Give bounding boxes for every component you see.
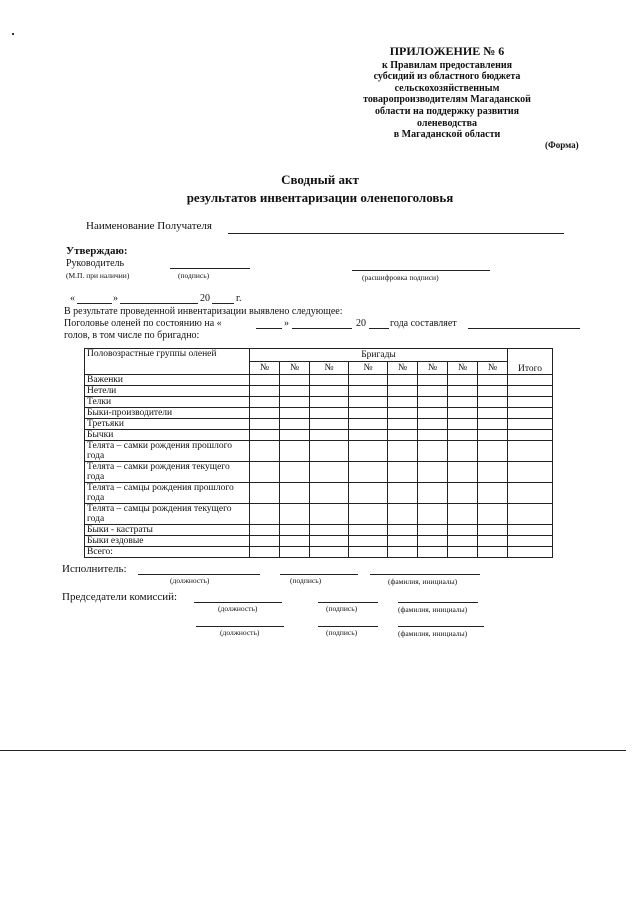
commission-name-note: (фамилия, инициалы) [398,629,468,638]
row-label: Телята – самцы рождения текущего года [85,504,250,525]
row-label: Важенки [85,375,250,386]
brigade-cell[interactable] [310,483,349,504]
brigade-cell[interactable] [418,408,448,419]
scan-speck [12,33,14,35]
brigade-cell[interactable] [388,430,418,441]
brigade-cell[interactable] [280,408,310,419]
brigade-cell[interactable] [418,386,448,397]
brigade-cell[interactable] [388,536,418,547]
annex-header [332,46,562,141]
table-row [85,547,553,558]
brigade-cell[interactable] [448,525,478,536]
table-row [85,462,553,483]
date-year-field[interactable] [212,303,234,304]
brigade-cell[interactable] [478,483,508,504]
total-cell[interactable] [508,397,553,408]
brigade-cell[interactable] [388,408,418,419]
brigade-cell[interactable] [250,430,280,441]
approve-role: Руководитель [66,258,125,269]
brigade-cell[interactable] [250,441,280,462]
brigade-cell[interactable] [418,441,448,462]
brigade-cell[interactable] [478,547,508,558]
brigade-cell[interactable] [448,536,478,547]
commission-signature-note: (подпись) [326,628,358,637]
brigade-cell[interactable] [250,462,280,483]
brigade-cell[interactable] [310,375,349,386]
approve-decode-field[interactable] [352,270,490,271]
date-day-field[interactable] [77,303,112,304]
annex-line: субсидий из областного бюджета [373,71,521,83]
brigade-cell[interactable] [250,547,280,558]
brigade-cell[interactable] [280,441,310,462]
date-open-quote: « [70,293,75,304]
total-cell[interactable] [508,483,553,504]
commission-signature-note: (подпись) [326,604,358,613]
brigade-cell[interactable] [349,386,388,397]
commission-name-field-2[interactable] [398,626,484,627]
brigade-cell[interactable] [418,504,448,525]
brigade-cell[interactable] [418,397,448,408]
total-cell[interactable] [508,525,553,536]
commission-position-field-2[interactable] [196,626,284,627]
brigade-cell[interactable] [280,483,310,504]
executor-name-field[interactable] [370,574,480,575]
brigade-cell[interactable] [388,504,418,525]
brigade-cell[interactable] [478,419,508,430]
total-cell[interactable] [508,547,553,558]
brigade-cell[interactable] [418,462,448,483]
commission-name-field-1[interactable] [398,602,478,603]
table-row [85,397,553,408]
brigade-cell[interactable] [418,525,448,536]
brigade-cell[interactable] [478,441,508,462]
brigade-cell[interactable] [448,419,478,430]
brigade-cell[interactable] [280,462,310,483]
table-row [85,386,553,397]
result-line2-b: » [284,318,289,329]
row-label: Телки [85,397,250,408]
brigade-cell[interactable] [280,419,310,430]
commission-signature-field-2[interactable] [318,626,378,627]
row-label: Телята – самки рождения прошлого года [85,441,250,462]
executor-position-note: (должность) [170,576,210,585]
total-cell[interactable] [508,441,553,462]
brigade-cell[interactable] [280,525,310,536]
row-label: Быки - кастраты [85,525,250,536]
form-tag: (Форма) [545,140,579,150]
table-row [85,504,553,525]
commission-signature-field-1[interactable] [318,602,378,603]
commission-position-field-1[interactable] [194,602,282,603]
brigade-cell[interactable] [349,483,388,504]
brigade-cell[interactable] [310,525,349,536]
brigade-cell[interactable] [310,397,349,408]
total-cell[interactable] [508,430,553,441]
brigade-cell[interactable] [478,397,508,408]
annex-line: товаропроизводителям Магаданской [363,94,531,106]
table-row [85,408,553,419]
brigade-cell[interactable] [448,408,478,419]
brigade-cell[interactable] [448,430,478,441]
brigade-cell[interactable] [478,430,508,441]
brigade-number-header: № [418,362,448,375]
brigade-cell[interactable] [310,536,349,547]
brigade-cell[interactable] [478,462,508,483]
brigade-cell[interactable] [448,441,478,462]
brigade-cell[interactable] [349,547,388,558]
brigade-cell[interactable] [349,504,388,525]
commission-name-note: (фамилия, инициалы) [398,605,468,614]
brigade-cell[interactable] [250,408,280,419]
annex-line: оленеводства [417,117,477,129]
brigade-cell[interactable] [478,386,508,397]
brigade-cell[interactable] [388,483,418,504]
brigade-cell[interactable] [250,525,280,536]
brigade-cell[interactable] [478,525,508,536]
brigade-cell[interactable] [280,430,310,441]
result-count-field[interactable] [468,328,580,329]
brigade-cell[interactable] [388,547,418,558]
annex-line: области на поддержку развития [374,105,520,117]
result-year-field[interactable] [369,328,389,329]
brigade-cell[interactable] [250,483,280,504]
decode-note: (расшифровка подписи) [362,273,439,282]
table-row [85,441,553,462]
date-year-suffix: г. [236,293,242,304]
executor-signature-field[interactable] [280,574,358,575]
brigade-cell[interactable] [388,441,418,462]
brigades-header: Бригады [250,349,508,362]
brigade-number-header: № [349,362,388,375]
total-cell[interactable] [508,504,553,525]
brigade-cell[interactable] [310,441,349,462]
result-line2-a: Поголовье оленей по состоянию на « [64,318,222,329]
brigade-cell[interactable] [250,386,280,397]
doc-title: Сводный акт [281,172,359,187]
row-label: Телята – самки рождения текущего года [85,462,250,483]
brigade-number-header: № [388,362,418,375]
result-line3: голов, в том числе по бригадно: [64,330,200,341]
table-row [85,375,553,386]
annex-title: ПРИЛОЖЕНИЕ № 6 [389,44,505,58]
brigade-cell[interactable] [250,375,280,386]
total-cell[interactable] [508,375,553,386]
brigade-cell[interactable] [448,397,478,408]
executor-name-note: (фамилия, инициалы) [388,577,458,586]
brigade-cell[interactable] [349,419,388,430]
table-row [85,419,553,430]
brigade-cell[interactable] [349,441,388,462]
row-label: Всего: [85,547,250,558]
date-month-field[interactable] [120,303,198,304]
brigade-cell[interactable] [349,375,388,386]
brigade-cell[interactable] [448,547,478,558]
table-row [85,430,553,441]
recipient-label: Наименование Получателя [86,220,212,232]
brigade-cell[interactable] [478,408,508,419]
executor-position-field[interactable] [138,574,260,575]
result-month-field[interactable] [292,328,352,329]
brigade-cell[interactable] [388,462,418,483]
brigade-cell[interactable] [280,536,310,547]
brigade-cell[interactable] [280,547,310,558]
result-line2-d: года составляет [390,318,457,329]
brigade-number-header: № [250,362,280,375]
brigade-cell[interactable] [250,419,280,430]
annex-line: к Правилам предоставления [381,59,513,71]
total-header: Итого [508,349,553,375]
row-label: Телята – самцы рождения прошлого года [85,483,250,504]
row-label: Третьяки [85,419,250,430]
brigade-cell[interactable] [418,536,448,547]
table-row [85,525,553,536]
brigade-cell[interactable] [448,462,478,483]
result-day-field[interactable] [256,328,282,329]
row-label: Быки-производители [85,408,250,419]
brigade-cell[interactable] [448,504,478,525]
row-label: Быки ездовые [85,536,250,547]
executor-label: Исполнитель: [62,563,127,575]
brigade-cell[interactable] [418,430,448,441]
date-close-quote: » [113,293,118,304]
brigade-cell[interactable] [280,386,310,397]
approve-heading: Утверждаю: [66,245,128,257]
brigade-cell[interactable] [349,397,388,408]
brigade-cell[interactable] [280,397,310,408]
approve-signature-field[interactable] [170,268,250,269]
brigade-cell[interactable] [349,430,388,441]
brigade-cell[interactable] [448,483,478,504]
brigade-cell[interactable] [418,483,448,504]
brigade-cell[interactable] [310,547,349,558]
executor-signature-note: (подпись) [290,576,322,585]
doc-subtitle: результатов инвентаризации оленепоголовья [186,190,454,205]
commission-label: Председатели комиссий: [62,591,178,603]
brigade-cell[interactable] [310,504,349,525]
brigade-number-header: № [478,362,508,375]
brigade-cell[interactable] [418,375,448,386]
brigade-cell[interactable] [418,547,448,558]
date-year-prefix: 20 [200,293,210,304]
brigade-cell[interactable] [388,375,418,386]
total-cell[interactable] [508,419,553,430]
total-cell[interactable] [508,408,553,419]
signature-note: (подпись) [178,271,210,280]
brigade-cell[interactable] [478,375,508,386]
brigade-cell[interactable] [310,419,349,430]
group-header: Половозрастные группы оленей [85,349,250,375]
table-row [85,536,553,547]
total-cell[interactable] [508,386,553,397]
row-label: Бычки [85,430,250,441]
brigade-cell[interactable] [448,386,478,397]
brigade-cell[interactable] [388,419,418,430]
page-bottom-rule [0,750,626,751]
inventory-table [84,348,553,558]
brigade-cell[interactable] [388,525,418,536]
brigade-cell[interactable] [418,419,448,430]
annex-line: в Магаданской области [393,129,501,141]
brigade-cell[interactable] [349,536,388,547]
recipient-field[interactable] [228,233,564,234]
brigade-cell[interactable] [250,536,280,547]
brigade-cell[interactable] [388,397,418,408]
commission-position-note: (должность) [220,628,260,637]
brigade-cell[interactable] [349,408,388,419]
result-line2-c: 20 [356,318,366,329]
seal-note: (М.П. при наличии) [66,271,130,280]
brigade-number-header: № [448,362,478,375]
brigade-cell[interactable] [310,386,349,397]
brigade-number-header: № [280,362,310,375]
brigade-number-header: № [310,362,349,375]
brigade-cell[interactable] [388,386,418,397]
total-cell[interactable] [508,462,553,483]
brigade-cell[interactable] [250,504,280,525]
brigade-cell[interactable] [310,408,349,419]
brigade-cell[interactable] [349,525,388,536]
brigade-cell[interactable] [250,397,280,408]
table-row [85,483,553,504]
result-line1: В результате проведенной инвентаризации выявлено следующее: [64,306,343,317]
brigade-cell[interactable] [448,375,478,386]
brigade-cell[interactable] [280,504,310,525]
commission-position-note: (должность) [218,604,258,613]
brigade-cell[interactable] [280,375,310,386]
total-cell[interactable] [508,536,553,547]
brigade-cell[interactable] [478,504,508,525]
brigade-cell[interactable] [478,536,508,547]
annex-line: сельскохозяйственным [394,82,500,94]
brigade-cell[interactable] [349,462,388,483]
row-label: Нетели [85,386,250,397]
brigade-cell[interactable] [310,430,349,441]
brigade-cell[interactable] [310,462,349,483]
